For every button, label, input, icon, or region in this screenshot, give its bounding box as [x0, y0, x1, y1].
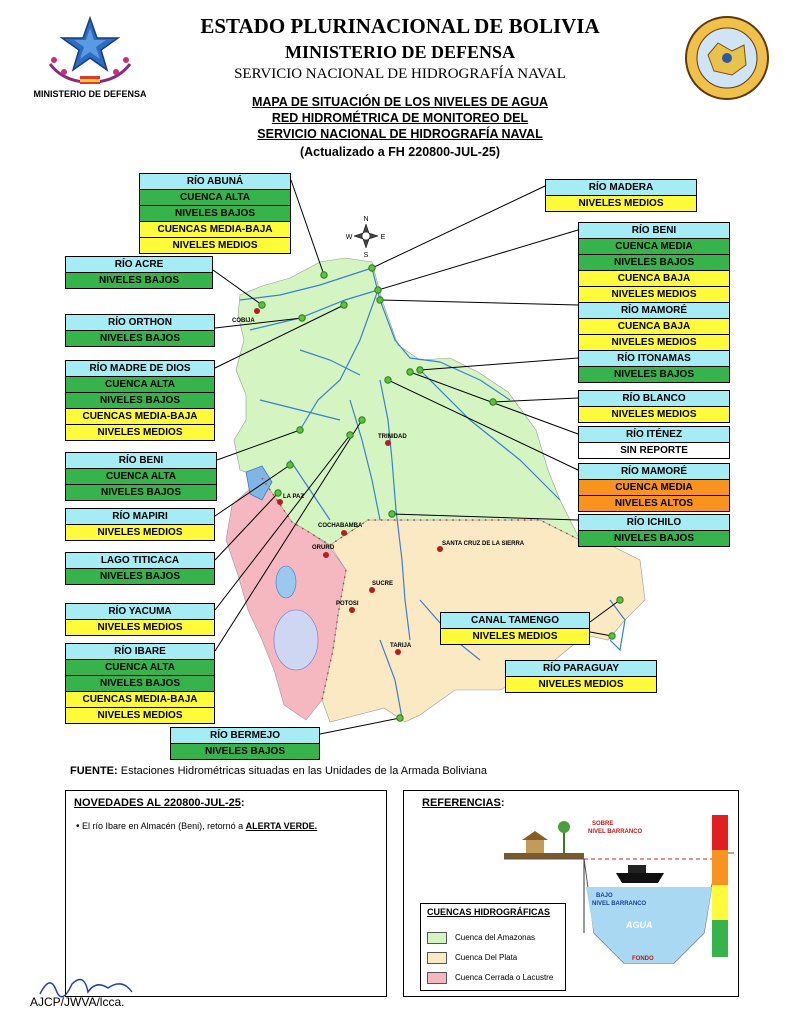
box-header: RÍO ACRE — [66, 257, 212, 272]
level-green — [712, 920, 728, 957]
box-header: RÍO ITÉNEZ — [579, 427, 729, 442]
box-cell: NIVELES BAJOS — [66, 330, 214, 346]
box-cell: NIVELES MEDIOS — [66, 424, 214, 440]
box-cell: NIVELES ALTOS — [579, 495, 729, 511]
box-header: RÍO ORTHON — [66, 315, 214, 330]
box-rio-yacuma — [65, 603, 215, 636]
box-cell: CUENCAS MEDIA-BAJA — [66, 408, 214, 424]
box-header: RÍO BERMEJO — [171, 728, 319, 743]
city-potosi: POTOSI — [336, 601, 359, 607]
legend-item-plata — [427, 952, 517, 964]
box-lago-titicaca — [65, 552, 215, 585]
box-cell: NIVELES MEDIOS — [441, 628, 589, 644]
box-rio-ibare — [65, 643, 215, 724]
box-rio-madera — [545, 179, 697, 212]
box-cell: NIVELES BAJOS — [579, 366, 729, 382]
ref-fondo: FONDO — [632, 956, 654, 962]
box-rio-mamore-media — [578, 463, 730, 512]
box-cell: NIVELES BAJOS — [579, 530, 729, 546]
box-cell: NIVELES BAJOS — [66, 392, 214, 408]
box-cell: NIVELES BAJOS — [66, 568, 214, 584]
box-header: LAGO TITICACA — [66, 553, 214, 568]
box-cell: NIVELES BAJOS — [66, 484, 216, 500]
novedades-item-text: El río Ibare en Almacén (Beni), retornó a — [82, 821, 246, 831]
subtitle-line4: (Actualizado a FH 220800-JUL-25) — [299, 145, 501, 159]
ref-sobre: SOBRE — [592, 821, 614, 827]
box-header: RÍO MAMORÉ — [579, 464, 729, 479]
box-cell: NIVELES BAJOS — [66, 675, 214, 691]
box-header: RÍO BLANCO — [579, 391, 729, 406]
box-rio-itonamas — [578, 350, 730, 383]
box-header: RÍO IBARE — [66, 644, 214, 659]
subtitle-line3: SERVICIO NACIONAL DE HIDROGRAFÍA NAVAL — [257, 127, 543, 141]
compass-w: W — [345, 234, 353, 241]
box-header: RÍO MADERA — [546, 180, 696, 195]
box-canal-tamengo — [440, 612, 590, 645]
box-rio-acre — [65, 256, 213, 289]
box-cell: CUENCAS MEDIA-BAJA — [140, 221, 290, 237]
box-cell: CUENCA ALTA — [66, 468, 216, 484]
box-cell: SIN REPORTE — [579, 442, 729, 458]
box-cell: NIVELES MEDIOS — [579, 334, 729, 350]
box-rio-orthon — [65, 314, 215, 347]
salar-uyuni — [274, 610, 318, 670]
box-cell: NIVELES BAJOS — [579, 254, 729, 270]
box-cell: NIVELES MEDIOS — [140, 237, 290, 253]
referencias-title: REFERENCIAS — [422, 797, 501, 809]
legend-label: Cuenca Cerrada o Lacustre — [455, 973, 554, 983]
level-red — [712, 815, 728, 850]
box-header: RÍO ABUNÁ — [140, 174, 290, 189]
source-note — [70, 765, 487, 777]
box-rio-beni-east — [578, 222, 730, 303]
legend-label: Cuenca del Amazonas — [455, 933, 536, 943]
box-cell: CUENCA BAJA — [579, 318, 729, 334]
city-cochabamba: COCHABAMBA — [318, 523, 363, 529]
box-cell: NIVELES MEDIOS — [579, 286, 729, 302]
signature-initials: AJCP/JWVA/lcca. — [30, 995, 125, 1009]
box-cell: NIVELES BAJOS — [140, 205, 290, 221]
city-lapaz: LA PAZ — [283, 494, 304, 500]
header-line3: SERVICIO NACIONAL DE HIDROGRAFÍA NAVAL — [234, 66, 566, 82]
box-header: RÍO MAMORÉ — [579, 303, 729, 318]
compass-n: N — [363, 216, 369, 223]
ref-nivel-barranco-top: NIVEL BARRANCO — [588, 829, 643, 835]
subtitle-line2: RED HIDROMÉTRICA DE MONITOREO DEL — [271, 111, 529, 125]
subtitle-line1: MAPA DE SITUACIÓN DE LOS NIVELES DE AGUA — [251, 95, 549, 109]
box-cell: CUENCA BAJA — [579, 270, 729, 286]
box-rio-abuna — [139, 173, 291, 254]
referencias-colon: : — [500, 797, 505, 809]
box-rio-madre-de-dios — [65, 360, 215, 441]
city-cobija: COBIJA — [232, 318, 255, 324]
cuencas-legend — [420, 903, 566, 991]
box-header: CANAL TAMENGO — [441, 613, 589, 628]
box-rio-paraguay — [505, 660, 657, 693]
ref-nivel-barranco-bottom: NIVEL BARRANCO — [592, 901, 647, 907]
city-sucre: SUCRE — [372, 581, 394, 587]
compass-e: E — [380, 234, 386, 241]
novedades-colon: : — [240, 797, 245, 809]
level-scale — [712, 815, 728, 957]
box-cell: NIVELES MEDIOS — [546, 195, 696, 211]
city-trinidad: TRINIDAD — [378, 434, 407, 440]
city-oruro: ORURO — [312, 545, 335, 551]
box-cell: CUENCA MEDIA — [579, 479, 729, 495]
box-cell: NIVELES MEDIOS — [66, 619, 214, 635]
box-header: RÍO PARAGUAY — [506, 661, 656, 676]
source-label: FUENTE: — [70, 765, 118, 777]
box-rio-bermejo — [170, 727, 320, 760]
box-rio-blanco — [578, 390, 730, 423]
source-text: Estaciones Hidrométricas situadas en las Unidades de la Armada Boliviana — [120, 765, 487, 777]
box-rio-mamore-baja — [578, 302, 730, 351]
box-cell: NIVELES MEDIOS — [66, 524, 214, 540]
box-cell: NIVELES MEDIOS — [506, 676, 656, 692]
box-cell: CUENCA MEDIA — [579, 238, 729, 254]
box-header: RÍO BENI — [579, 223, 729, 238]
box-header: RÍO ICHILO — [579, 515, 729, 530]
header-line2: MINISTERIO DE DEFENSA — [284, 42, 516, 62]
referencias-panel — [403, 790, 739, 997]
box-header: RÍO MAPIRI — [66, 509, 214, 524]
box-rio-mapiri — [65, 508, 215, 541]
ref-agua: AGUA — [626, 920, 653, 930]
city-santacruz: SANTA CRUZ DE LA SIERRA — [442, 541, 525, 547]
box-rio-itenez — [578, 426, 730, 459]
box-header: RÍO ITONAMAS — [579, 351, 729, 366]
ref-bajo: BAJO — [596, 893, 613, 899]
box-cell: NIVELES BAJOS — [171, 743, 319, 759]
novedades-alert: ALERTA VERDE. — [245, 821, 318, 831]
box-cell: CUENCA ALTA — [140, 189, 290, 205]
header-line1: ESTADO PLURINACIONAL DE BOLIVIA — [200, 14, 600, 38]
box-header: RÍO BENI — [66, 453, 216, 468]
ministry-logo-caption: MINISTERIO DE DEFENSA — [33, 89, 147, 99]
novedades-title: NOVEDADES AL 220800-JUL-25 — [74, 797, 241, 809]
box-cell: CUENCA ALTA — [66, 376, 214, 392]
legend-item-amazonas — [427, 932, 535, 944]
box-header: RÍO YACUMA — [66, 604, 214, 619]
cuencas-legend-title: CUENCAS HIDROGRÁFICAS — [427, 907, 551, 917]
compass-s: S — [363, 252, 369, 259]
compass-rose — [346, 216, 386, 259]
lago-poopo — [276, 566, 296, 598]
box-cell: NIVELES BAJOS — [66, 272, 212, 288]
legend-item-lacustre — [427, 972, 553, 984]
box-rio-beni-west — [65, 452, 217, 501]
box-cell: NIVELES MEDIOS — [579, 406, 729, 422]
city-tarija: TARIJA — [390, 643, 412, 649]
legend-label: Cuenca Del Plata — [455, 953, 518, 963]
level-orange — [712, 850, 728, 885]
box-cell: CUENCA ALTA — [66, 659, 214, 675]
box-header: RÍO MADRE DE DIOS — [66, 361, 214, 376]
box-cell: CUENCAS MEDIA-BAJA — [66, 691, 214, 707]
box-rio-ichilo — [578, 514, 730, 547]
novedades-item: • El río Ibare en Almacén (Beni), retornó a ALERTA VERDE. — [76, 821, 318, 832]
novedades-panel — [65, 790, 387, 997]
box-cell: NIVELES MEDIOS — [66, 707, 214, 723]
level-yellow — [712, 885, 728, 920]
